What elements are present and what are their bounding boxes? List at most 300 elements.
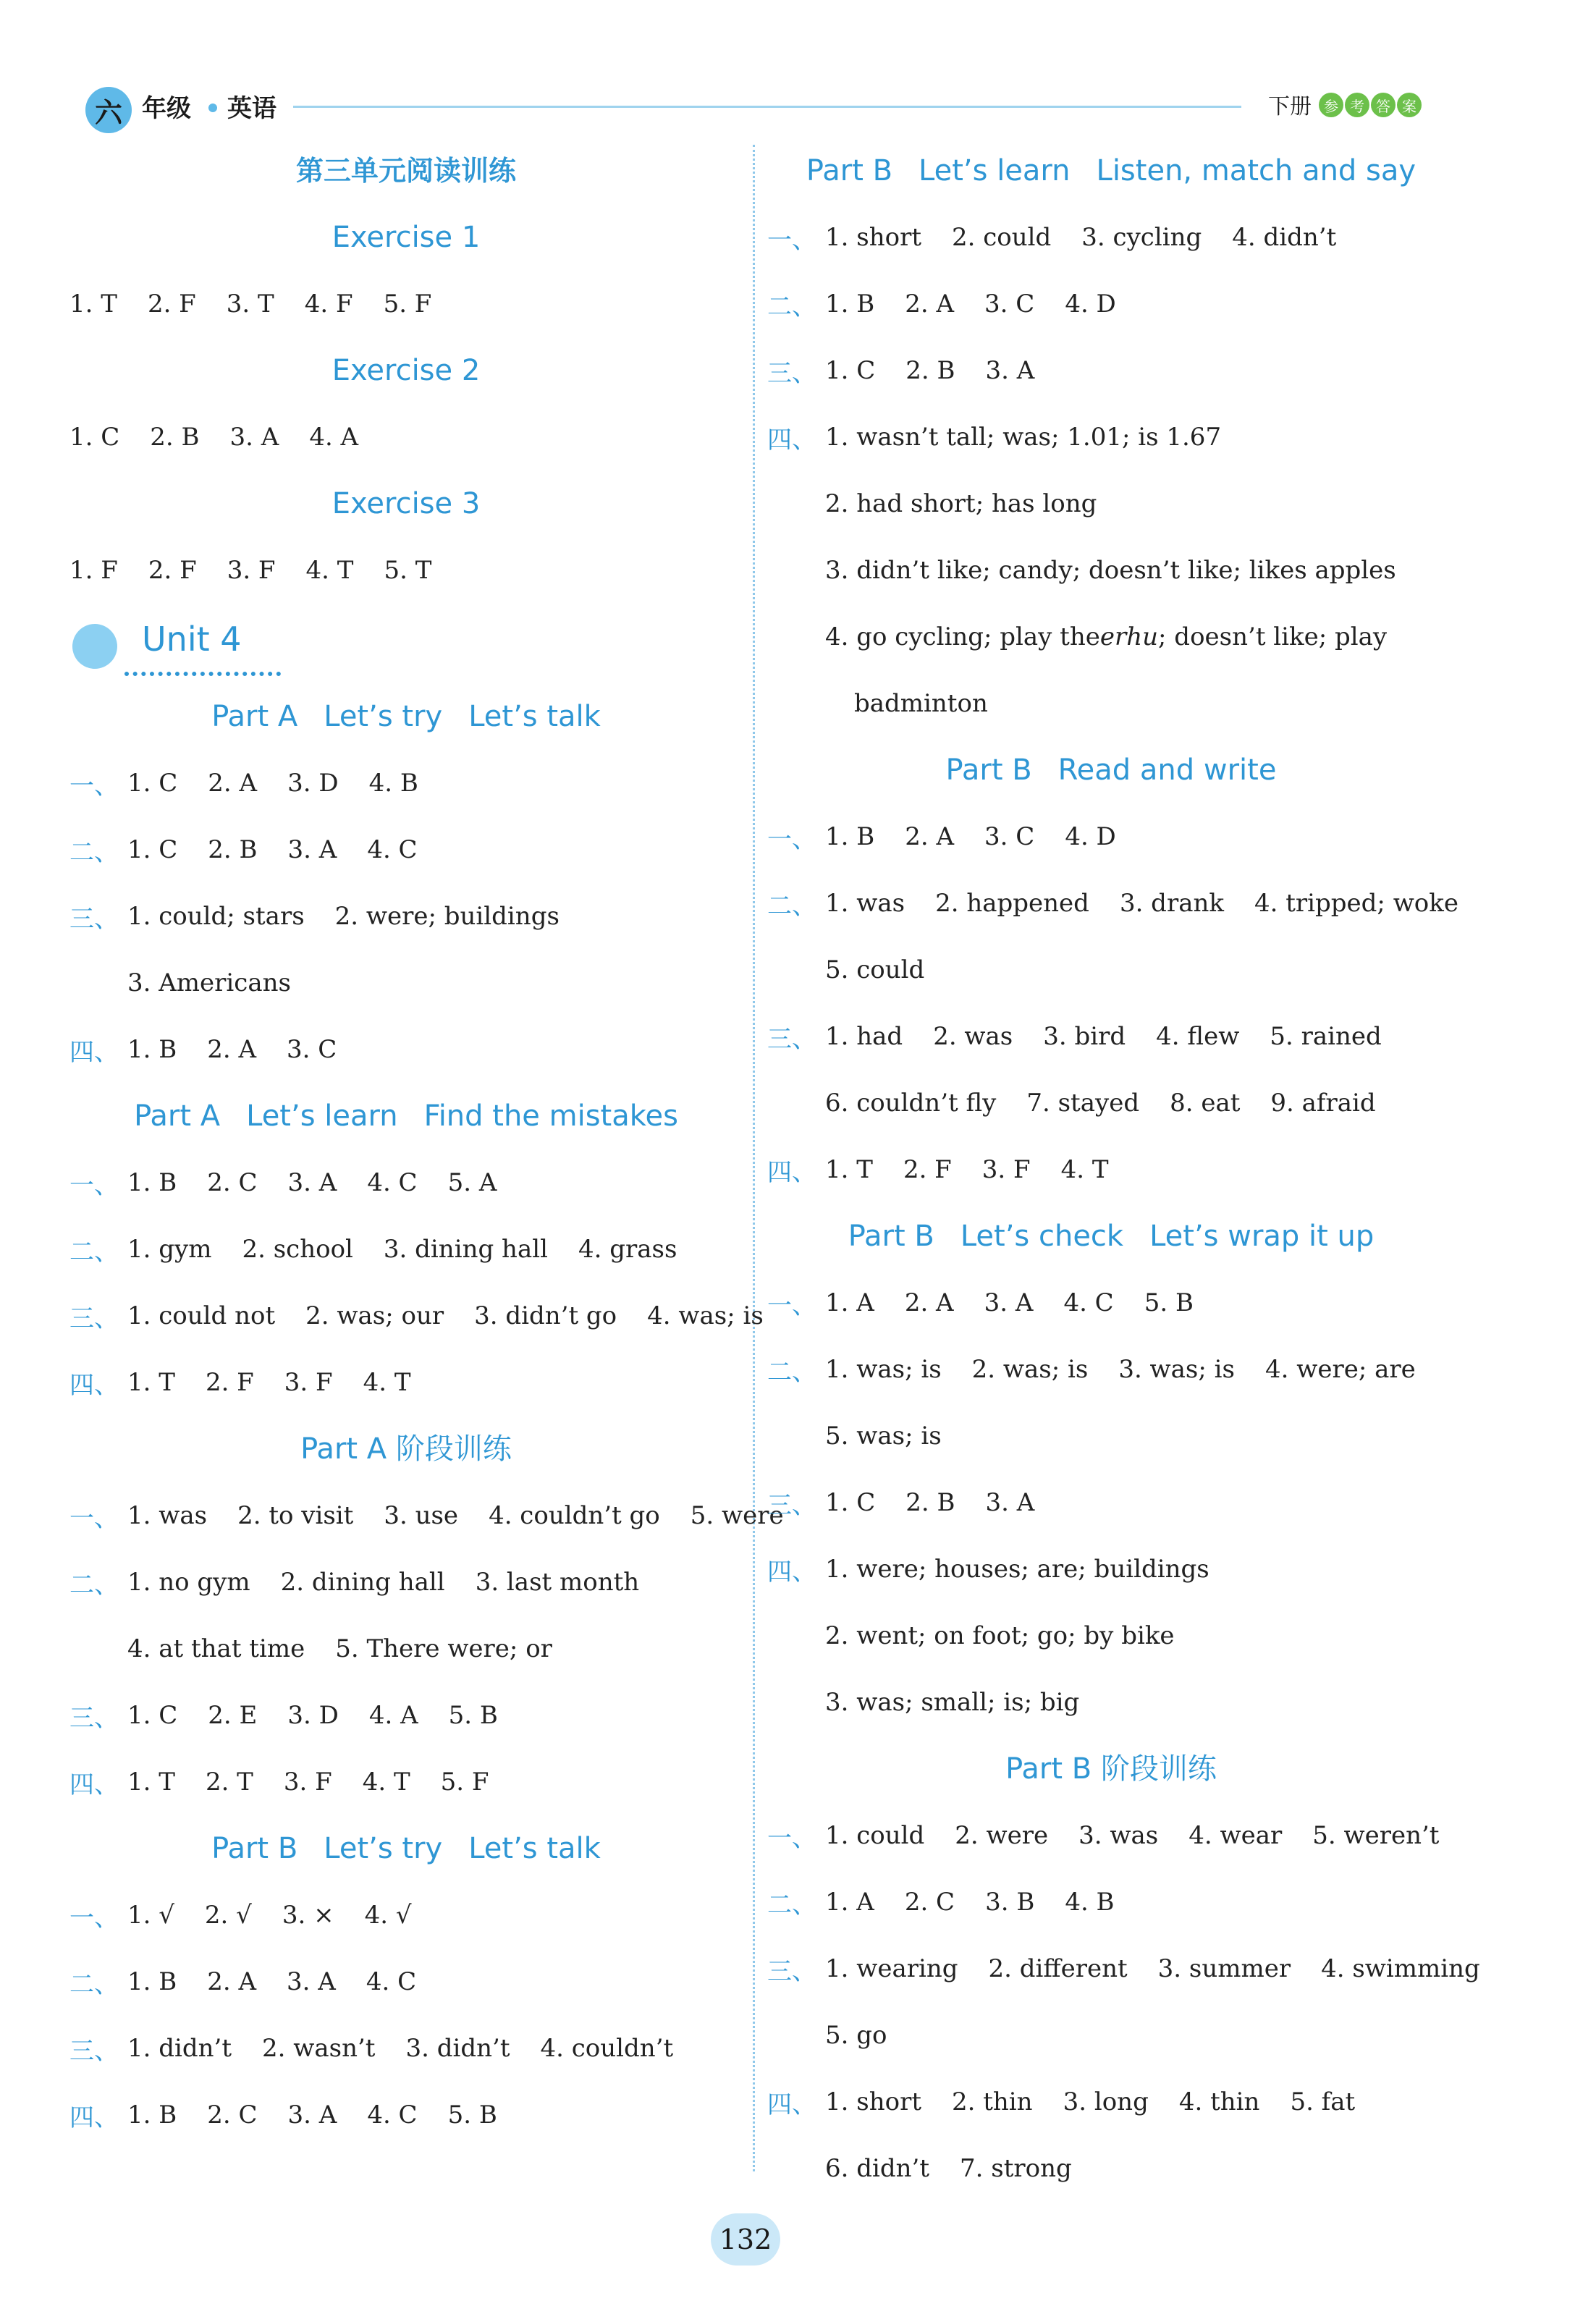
answer: 5. weren’t [1312, 1821, 1440, 1850]
answer-row-continued [767, 1669, 1455, 1736]
answer: 2. different [988, 1954, 1128, 1983]
answer: 3. A [287, 2100, 337, 2129]
answer-row [767, 1935, 1480, 2002]
section-title: Exercise 1 [332, 221, 481, 254]
answer: 1. B [825, 822, 875, 851]
unit-dotted-underline [124, 672, 281, 676]
answer-list [127, 2100, 528, 2129]
answer-row [767, 1003, 1455, 1070]
answer: 4. grass [578, 1235, 677, 1264]
answer: 1. was [127, 1501, 208, 1530]
answer: 4. √ [364, 1901, 412, 1930]
question-number: 三、 [69, 1703, 119, 1733]
answer: 2. had short; has long [825, 489, 1097, 518]
answer: 4. B [368, 769, 418, 798]
answer: 1. T [127, 1768, 175, 1796]
answer: 3. cycling [1081, 223, 1202, 252]
title-part: Part A [211, 700, 298, 733]
answer: 3. didn’t go [474, 1301, 617, 1330]
title-part: Read and write [1057, 753, 1277, 787]
answer: 2. was; our [305, 1301, 444, 1330]
answer-row [69, 1482, 784, 1549]
answer: 2. could [951, 223, 1052, 252]
answer-row [767, 2069, 1455, 2135]
answer-text: ; doesn’t like; play [1158, 622, 1388, 651]
answer: 1. could; stars [127, 902, 305, 931]
title-part: Let’s check [960, 1220, 1124, 1253]
answer-row [69, 1016, 743, 1083]
answer-list [127, 1701, 528, 1730]
answer: 2. B [905, 1488, 955, 1517]
answer-key-tag [1319, 93, 1422, 117]
section-title [767, 138, 1455, 204]
answer: 1. C [127, 769, 178, 798]
answer: 2. A [207, 1967, 257, 1996]
question-number: 一、 [69, 1503, 119, 1533]
answer-row [69, 1283, 764, 1349]
answer: 1. C [127, 835, 178, 864]
answer-tag-char: 考 [1345, 93, 1369, 117]
title-part: Let’s talk [468, 700, 601, 733]
answer: 2. A [208, 769, 258, 798]
answer: 4. F [304, 290, 353, 318]
answer: 4. flew [1156, 1022, 1240, 1051]
answer: 2. went; on foot; go; by bike [825, 1621, 1175, 1650]
answer-row-continued [767, 1070, 1455, 1136]
answer-row [69, 404, 743, 470]
answer-row [767, 803, 1455, 870]
question-number: 二、 [69, 1570, 119, 1600]
answer: 1. had [825, 1022, 903, 1051]
answer: 1. A [825, 1288, 874, 1317]
answer: 3. dining hall [383, 1235, 548, 1264]
answer-list [825, 1089, 1406, 1118]
answer: 1. B [825, 290, 875, 318]
section-title: Part A 阶段训练 [300, 1432, 512, 1466]
grade-label: 年级 [142, 94, 191, 123]
answer: 1. was [825, 889, 905, 918]
answer: 1. could [825, 1821, 925, 1850]
answer: 2. A [207, 1035, 257, 1064]
answer-text: 4. go cycling; play the [825, 622, 1100, 651]
answer-tag-char: 案 [1397, 93, 1422, 117]
question-number: 二、 [767, 1890, 816, 1920]
section-title [767, 1203, 1455, 1270]
answer: 4. couldn’t go [489, 1501, 660, 1530]
question-number: 三、 [767, 1490, 816, 1520]
answer-list [69, 290, 462, 318]
answer: 2. F [148, 556, 197, 585]
answer-row [767, 337, 1455, 404]
question-number: 三、 [767, 1024, 816, 1054]
title-part: Part B [945, 753, 1032, 787]
answer: 3. A [985, 356, 1035, 385]
answer: 4. A [368, 1701, 418, 1730]
title-part: Part B [211, 1832, 298, 1865]
answer-list [825, 1155, 1139, 1184]
answer: 1. short [825, 2087, 921, 2116]
answer: 5. was; is [825, 1422, 942, 1451]
answer: 5. rained [1270, 1022, 1382, 1051]
answer-list [127, 1634, 583, 1663]
answer: 3. F [981, 1155, 1031, 1184]
answer-row [767, 1270, 1455, 1336]
question-number: 四、 [69, 1037, 119, 1067]
answer: 4. T [1060, 1155, 1109, 1184]
answer: 5. B [448, 1701, 498, 1730]
answer: 6. didn’t [825, 2154, 930, 2183]
answer-row [69, 883, 743, 950]
answer: 2. were; buildings [334, 902, 560, 931]
answer: 7. stayed [1026, 1089, 1140, 1118]
section-title: Part B 阶段训练 [1005, 1752, 1217, 1786]
answer-row [69, 1349, 743, 1416]
answer: 3. was; is [1118, 1355, 1235, 1384]
answer-row-continued [767, 2002, 1455, 2069]
answer: 4. couldn’t [540, 2034, 674, 2063]
answer: 1. C [127, 1701, 178, 1730]
title-part: Let’s learn [919, 154, 1071, 187]
answer-row [767, 404, 1455, 470]
answer: 2. E [208, 1701, 258, 1730]
answer: 5. B [1144, 1288, 1194, 1317]
answer: 3. A [229, 423, 279, 452]
answer-list [825, 1954, 1511, 1983]
page-header [0, 0, 1596, 145]
answer: 9. afraid [1270, 1089, 1376, 1118]
answer-row-continued [767, 670, 1455, 737]
answer: 2. T [205, 1768, 253, 1796]
answer-list [825, 1821, 1469, 1850]
answer-row [69, 1149, 743, 1216]
answer-list [127, 1967, 447, 1996]
answer-row-continued [767, 2135, 1455, 2202]
question-number: 二、 [767, 292, 816, 321]
answer: 2. F [903, 1155, 952, 1184]
question-number: 二、 [69, 1969, 119, 1999]
answer-list [825, 2154, 1102, 2183]
answer-text-italic: erhu [1099, 622, 1159, 651]
title-part: Part A [134, 1099, 221, 1133]
answer-row [767, 1536, 1455, 1603]
answer: 5. F [383, 290, 432, 318]
answer-row-continued [69, 1616, 743, 1682]
answer-list [127, 902, 590, 931]
answer: 1. gym [127, 1235, 212, 1264]
answer: 5. could [825, 955, 925, 984]
answer: 1. wearing [825, 1954, 958, 1983]
title-part: Part B [848, 1220, 934, 1253]
answer: 4. C [367, 1168, 418, 1197]
answer: 4. C [366, 1967, 417, 1996]
answer: 2. school [242, 1235, 353, 1264]
answer-list [127, 1035, 367, 1064]
left-column [69, 138, 784, 2148]
section-title [767, 737, 1455, 803]
answer-row [69, 750, 743, 816]
answer: 2. to visit [237, 1501, 354, 1530]
answer: 2. F [205, 1368, 254, 1397]
answer: 5. fat [1290, 2087, 1356, 2116]
answer-list [127, 1235, 707, 1264]
answer: 3. A [287, 1168, 337, 1197]
answer-row [69, 1216, 743, 1283]
answer-row [69, 537, 743, 604]
answer-list [825, 1022, 1412, 1051]
answer-row [767, 870, 1458, 937]
answer-list [825, 2087, 1385, 2116]
answer: 1. F [69, 556, 118, 585]
answer-list [127, 2034, 704, 2063]
answer: 4. A [309, 423, 359, 452]
answer: 4. T [363, 1368, 411, 1397]
question-number: 一、 [69, 771, 119, 801]
answer: 1. was; is [825, 1355, 942, 1384]
answer-list [127, 769, 449, 798]
column-divider [753, 145, 755, 2171]
section-title [69, 683, 743, 750]
question-number: 三、 [69, 1304, 119, 1333]
answer: 2. C [904, 1888, 955, 1917]
answer-list [825, 1888, 1145, 1917]
answer: 1. B [127, 1035, 177, 1064]
answer: 4. at that time [127, 1634, 305, 1663]
answer-row [767, 204, 1455, 271]
answer: 1. were; houses; are; buildings [825, 1555, 1209, 1584]
question-number: 二、 [767, 891, 816, 921]
question-number: 一、 [767, 824, 816, 854]
answer: 3. F [284, 1368, 333, 1397]
answer: 1. C [825, 356, 876, 385]
answer-row [767, 1336, 1455, 1403]
title-part: Let’s try [324, 700, 443, 733]
answer: 2. thin [951, 2087, 1033, 2116]
answer-row [69, 271, 743, 337]
answer: badminton [854, 689, 988, 718]
answer-row-continued [767, 604, 1455, 670]
answer: 2. C [207, 2100, 258, 2129]
answer: 2. A [905, 290, 955, 318]
section-title [69, 1815, 743, 1882]
answer-row-continued [767, 470, 1455, 537]
answer: 1. C [69, 423, 120, 452]
answer: 3. summer [1157, 1954, 1291, 1983]
answer-list [825, 1488, 1065, 1517]
question-number: 四、 [767, 1557, 816, 1587]
answer: 3. × [282, 1901, 334, 1930]
title-part: Let’s talk [468, 1832, 601, 1865]
answer-row [767, 1802, 1455, 1869]
answer: 1. T [127, 1368, 175, 1397]
question-number: 一、 [767, 1291, 816, 1320]
question-number: 三、 [69, 904, 119, 934]
answer: 5. T [384, 556, 432, 585]
answer: 3. C [287, 1035, 337, 1064]
answer: 1. T [69, 290, 117, 318]
answer: 2. √ [204, 1901, 252, 1930]
answer-row-continued [69, 950, 743, 1016]
answer-list [127, 1901, 442, 1930]
answer: 2. B [905, 356, 955, 385]
answer-list [825, 1355, 1446, 1384]
answer-row [69, 1682, 743, 1749]
page-number: 132 [711, 2213, 780, 2266]
answer: 4. C [367, 835, 418, 864]
question-number: 一、 [69, 1170, 119, 1200]
answer-row [69, 1948, 743, 2015]
answer: 2. happened [935, 889, 1089, 918]
title-part: Find the mistakes [423, 1099, 678, 1133]
answer-list [127, 1368, 442, 1397]
answer: 3. last month [475, 1568, 640, 1597]
section-title: Exercise 3 [332, 487, 481, 520]
answer: 1. C [825, 1488, 876, 1517]
right-column [767, 138, 1480, 2202]
answer: 1. B [127, 2100, 177, 2129]
answer: 4. T [305, 556, 354, 585]
question-number: 二、 [69, 837, 119, 867]
question-number: 二、 [69, 1237, 119, 1267]
answer-row-continued [767, 537, 1455, 604]
answer: 3. use [384, 1501, 459, 1530]
answer: 1. no gym [127, 1568, 250, 1597]
answer: 3. D [287, 769, 339, 798]
answer: 1. wasn’t tall; was; 1.01; is 1.67 [825, 423, 1222, 452]
answer-list [825, 223, 1367, 252]
answer: 2. F [147, 290, 196, 318]
question-number: 四、 [69, 1370, 119, 1400]
question-number: 四、 [767, 1157, 816, 1187]
answer-list [127, 1768, 520, 1796]
answer-row-continued [767, 1603, 1455, 1669]
answer: 8. eat [1170, 1089, 1241, 1118]
section-title: 第三单元阅读训练 [295, 155, 516, 187]
answer: 3. F [283, 1768, 332, 1796]
answer: 2. was; is [971, 1355, 1089, 1384]
answer: 3. long [1063, 2087, 1149, 2116]
answer: 4. swimming [1321, 1954, 1480, 1983]
answer: 3. C [984, 822, 1035, 851]
title-part: Part B [806, 154, 893, 187]
answer-row [69, 2015, 743, 2082]
answer: 6. couldn’t fly [825, 1089, 997, 1118]
answer: 2. C [207, 1168, 258, 1197]
answer: 3. A [287, 1967, 336, 1996]
answer: 1. A [825, 1888, 874, 1917]
answer: 4. C [367, 2100, 418, 2129]
section-title: Exercise 2 [332, 354, 481, 387]
question-number: 四、 [69, 2103, 119, 2132]
answer: 1. B [127, 1967, 177, 1996]
answer: 2. was [933, 1022, 1013, 1051]
answer-list [825, 889, 1489, 918]
answer-list [127, 1568, 670, 1597]
answer: 4. wear [1188, 1821, 1283, 1850]
title-part: Let’s try [324, 1832, 443, 1865]
unit-heading [69, 604, 743, 683]
answer: 4. D [1065, 290, 1116, 318]
answer-row-continued [767, 937, 1455, 1003]
answer-row [767, 1469, 1455, 1536]
answer-row [69, 1882, 743, 1948]
answer-list [69, 423, 389, 452]
answer: 5. were [690, 1501, 784, 1530]
answer: 4. thin [1178, 2087, 1260, 2116]
answer-row [767, 1869, 1455, 1935]
answer-row [69, 2082, 743, 2148]
answer: 1. could not [127, 1301, 276, 1330]
title-part: Let’s learn [246, 1099, 398, 1133]
title-part: Listen, match and say [1096, 154, 1416, 187]
answer: 2. A [905, 822, 955, 851]
answer: 4. didn’t [1232, 223, 1337, 252]
answer-list [127, 835, 448, 864]
question-number: 三、 [69, 2036, 119, 2066]
answer: 3. was [1078, 1821, 1159, 1850]
question-number: 一、 [767, 225, 816, 255]
answer: 4. T [362, 1768, 410, 1796]
answer: 3. drank [1119, 889, 1224, 918]
answer-list [127, 1168, 527, 1197]
answer: 4. was; is [647, 1301, 764, 1330]
answer: 3. B [985, 1888, 1035, 1917]
question-number: 三、 [767, 1956, 816, 1986]
answer-row [69, 1549, 743, 1616]
subject-label: 英语 [227, 94, 276, 123]
answer-row [767, 271, 1455, 337]
answer: 1. short [825, 223, 921, 252]
question-number: 二、 [767, 1357, 816, 1387]
answer: 1. didn’t [127, 2034, 232, 2063]
unit-circle-icon [72, 624, 117, 669]
answer-row [767, 1136, 1455, 1203]
answer-row [69, 816, 743, 883]
answer: 2. B [150, 423, 200, 452]
separator-dot-icon [208, 104, 217, 112]
question-number: 一、 [767, 1823, 816, 1853]
answer: 4. D [1065, 822, 1116, 851]
answer: 3. A [984, 1288, 1034, 1317]
answer: 1. T [825, 1155, 873, 1184]
answer: 3. didn’t like; candy; doesn’t like; likes apples [825, 556, 1396, 585]
answer: 4. B [1065, 1888, 1115, 1917]
answer: 3. didn’t [405, 2034, 510, 2063]
answer-row [69, 1749, 743, 1815]
answer-list [127, 1301, 794, 1330]
question-number: 四、 [767, 425, 816, 455]
answer: 5. There were; or [335, 1634, 552, 1663]
grade-badge: 六 [85, 87, 132, 133]
volume-label: 下册 [1268, 94, 1312, 119]
answer-list [825, 290, 1147, 318]
answer: 3. was; small; is; big [825, 1688, 1080, 1717]
answer: 7. strong [960, 2154, 1072, 2183]
header-rule [293, 106, 1241, 108]
answer: 3. A [985, 1488, 1035, 1517]
answer: 2. A [904, 1288, 954, 1317]
question-number: 一、 [69, 1903, 119, 1933]
answer: 2. were [955, 1821, 1049, 1850]
answer: 5. B [447, 2100, 497, 2129]
answer: 2. B [208, 835, 258, 864]
answer: 4. were; are [1264, 1355, 1416, 1384]
title-part: Let’s wrap it up [1149, 1220, 1375, 1253]
answer-list [825, 356, 1065, 385]
answer: 4. tripped; woke [1254, 889, 1458, 918]
answer: 5. go [825, 2021, 887, 2050]
answer-tag-char: 参 [1319, 93, 1343, 117]
answer: 5. A [447, 1168, 497, 1197]
